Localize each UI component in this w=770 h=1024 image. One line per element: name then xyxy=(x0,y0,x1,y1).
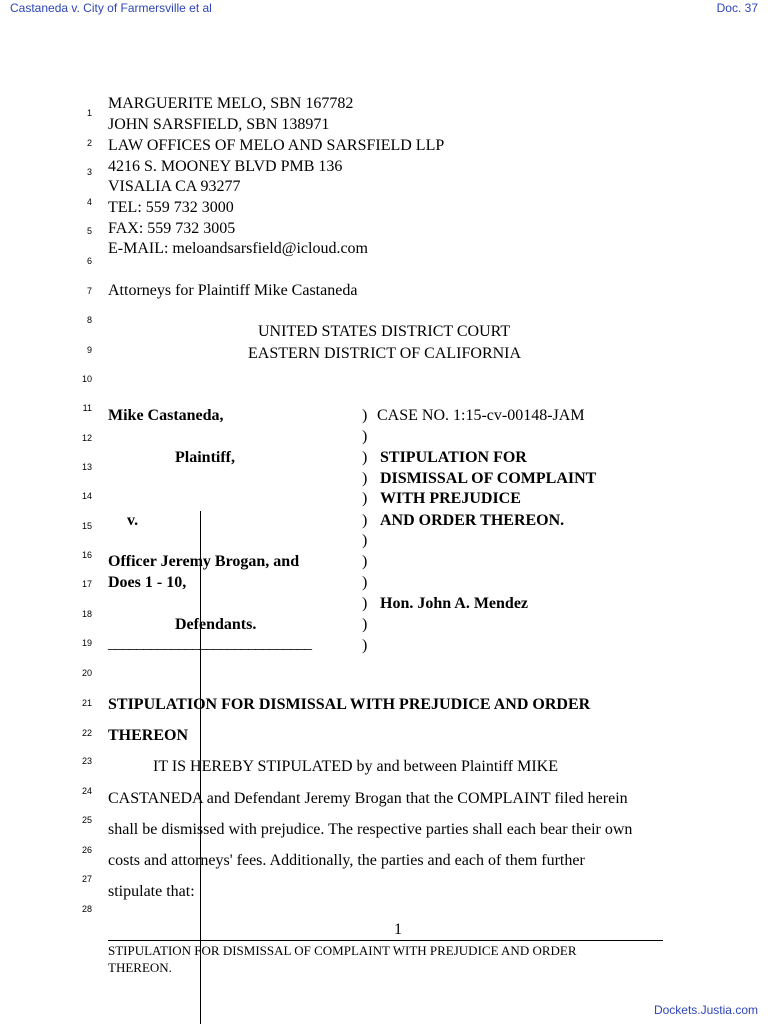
judge-name: Hon. John A. Mendez xyxy=(380,595,529,612)
court-district: EASTERN DISTRICT OF CALIFORNIA xyxy=(248,345,522,362)
line-number: 25 xyxy=(81,815,92,825)
stipulation-paragraph-line: costs and attorneys' fees. Additionally, the parties and each of them further xyxy=(108,852,585,869)
counsel-line: 4216 S. MOONEY BLVD PMB 136 xyxy=(108,158,343,175)
case-title-link[interactable]: Castaneda v. City of Farmersville et al xyxy=(10,1,212,15)
line-number: 7 xyxy=(86,286,92,296)
defendant-name: Officer Jeremy Brogan, and xyxy=(108,553,300,570)
caption-bracket: ) xyxy=(362,532,368,549)
footer-rule xyxy=(108,940,663,941)
line-number: 16 xyxy=(81,550,92,560)
line-number: 22 xyxy=(81,728,92,738)
footer-title: STIPULATION FOR DISMISSAL OF COMPLAINT WITH PREJUDICE AND ORDER xyxy=(108,943,577,958)
document-title-line: STIPULATION FOR xyxy=(380,449,527,466)
stipulation-heading: STIPULATION FOR DISMISSAL WITH PREJUDICE AND ORDER xyxy=(108,696,591,713)
line-number: 28 xyxy=(81,904,92,914)
line-number: 15 xyxy=(81,521,92,531)
caption-underline: _____________________________ xyxy=(108,635,311,652)
court-name: UNITED STATES DISTRICT COURT xyxy=(258,323,511,340)
line-number: 19 xyxy=(81,638,92,648)
versus: v. xyxy=(127,512,139,529)
line-number: 3 xyxy=(86,167,92,177)
caption-bracket: ) xyxy=(362,637,368,654)
line-number: 14 xyxy=(81,491,92,501)
plaintiff-role: Plaintiff, xyxy=(175,449,235,466)
stipulation-heading: THEREON xyxy=(108,727,189,744)
line-number: 13 xyxy=(81,462,92,472)
caption-bracket: ) xyxy=(362,512,368,529)
line-number: 4 xyxy=(86,197,92,207)
line-number: 17 xyxy=(81,579,92,589)
counsel-line: FAX: 559 732 3005 xyxy=(108,220,236,237)
defendant-role: Defendants. xyxy=(175,616,257,633)
counsel-line: LAW OFFICES OF MELO AND SARSFIELD LLP xyxy=(108,137,445,154)
line-number: 24 xyxy=(81,786,92,796)
caption-bracket: ) xyxy=(362,449,368,466)
line-number: 9 xyxy=(86,345,92,355)
line-number: 1 xyxy=(86,108,92,118)
line-number: 6 xyxy=(86,256,92,266)
counsel-line: VISALIA CA 93277 xyxy=(108,178,241,195)
doc-number-link[interactable]: Doc. 37 xyxy=(716,1,758,15)
caption-bracket: ) xyxy=(362,574,368,591)
line-number: 18 xyxy=(81,609,92,619)
line-number: 26 xyxy=(81,845,92,855)
line-number: 20 xyxy=(81,668,92,678)
line-number: 8 xyxy=(86,315,92,325)
page-number: 1 xyxy=(394,921,402,938)
line-number: 5 xyxy=(86,226,92,236)
case-number: CASE NO. 1:15-cv-00148-JAM xyxy=(377,407,585,424)
footer-title: THEREON. xyxy=(108,960,172,975)
stipulation-paragraph-line: stipulate that: xyxy=(108,883,195,900)
line-number: 2 xyxy=(86,138,92,148)
line-number: 12 xyxy=(81,433,92,443)
caption-bracket: ) xyxy=(362,470,368,487)
counsel-line: JOHN SARSFIELD, SBN 138971 xyxy=(108,116,330,133)
plaintiff-name: Mike Castaneda, xyxy=(108,407,224,424)
attorneys-for: Attorneys for Plaintiff Mike Castaneda xyxy=(108,282,358,299)
stipulation-paragraph-line: IT IS HEREBY STIPULATED by and between Plaintiff MIKE xyxy=(153,758,558,775)
caption-bracket: ) xyxy=(362,616,368,633)
document-title-line: AND ORDER THEREON. xyxy=(380,512,565,529)
caption-bracket: ) xyxy=(362,595,368,612)
stipulation-paragraph-line: shall be dismissed with prejudice. The respective parties shall each bear their own xyxy=(108,821,633,838)
caption-bracket: ) xyxy=(362,428,368,445)
document-title-line: DISMISSAL OF COMPLAINT xyxy=(380,470,597,487)
caption-bracket: ) xyxy=(362,553,368,570)
line-number: 10 xyxy=(81,374,92,384)
line-number: 23 xyxy=(81,756,92,766)
line-number: 27 xyxy=(81,874,92,884)
counsel-email: E-MAIL: meloandsarsfield@icloud.com xyxy=(108,240,368,257)
defendant-does: Does 1 - 10, xyxy=(108,574,187,591)
stipulation-paragraph-line: CASTANEDA and Defendant Jeremy Brogan that the COMPLAINT filed herein xyxy=(108,790,628,807)
line-number: 11 xyxy=(82,403,92,413)
line-number: 21 xyxy=(81,698,92,708)
caption-bracket: ) xyxy=(362,407,368,424)
document-title-line: WITH PREJUDICE xyxy=(380,490,521,507)
counsel-line: MARGUERITE MELO, SBN 167782 xyxy=(108,95,354,112)
counsel-line: TEL: 559 732 3000 xyxy=(108,199,234,216)
dockets-justia-link[interactable]: Dockets.Justia.com xyxy=(653,1003,758,1017)
caption-bracket: ) xyxy=(362,490,368,507)
